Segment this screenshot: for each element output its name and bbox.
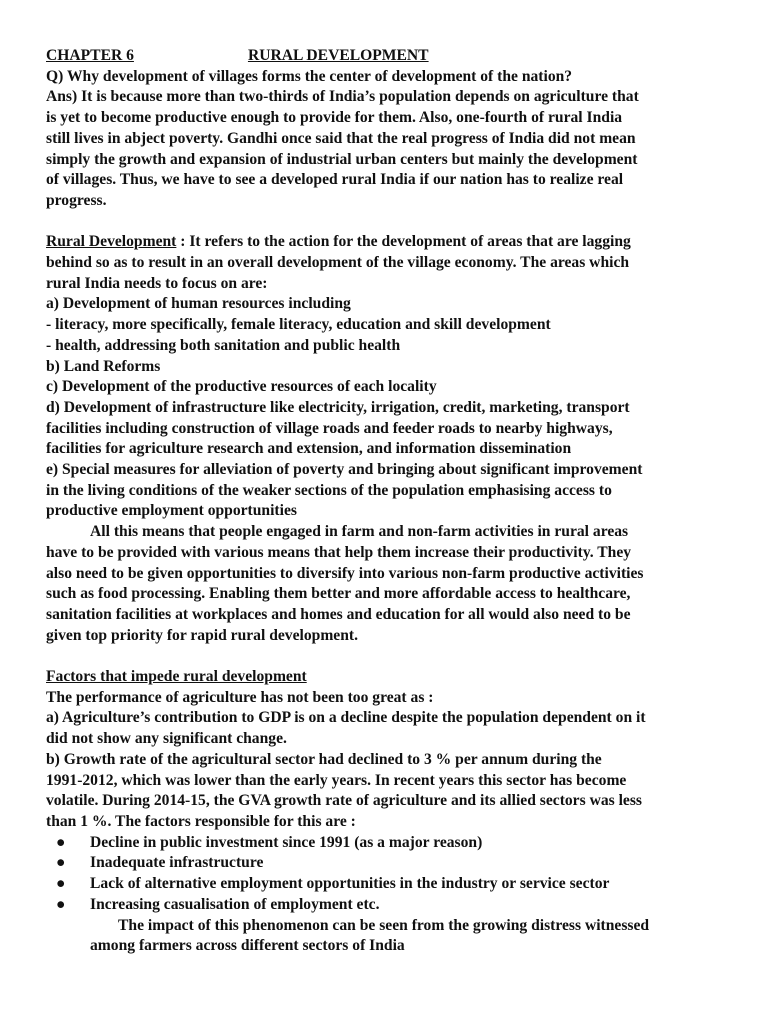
- rural-development-definition: [46, 232, 736, 253]
- bullet-dot-icon: ●: [56, 833, 66, 851]
- paragraph-line: sanitation facilities at workplaces and homes and education for all would also need to be: [46, 605, 631, 623]
- paragraph-line: also need to be given opportunities to diversify into various non-farm productive activities: [46, 564, 644, 582]
- answer-line: is yet to become productive enough to provide for them. Also, one-fourth of rural India: [46, 109, 623, 127]
- factors-line: The performance of agriculture has not been too great as :: [46, 688, 434, 706]
- bullet-text: Inadequate infrastructure: [90, 854, 264, 872]
- bullet-item: [46, 853, 736, 874]
- factors-line: b) Growth rate of the agricultural sector had declined to 3 % per annum during the: [46, 750, 602, 768]
- bullet-text: Lack of alternative employment opportunities in the industry or service sector: [90, 875, 610, 893]
- bullet-dot-icon: ●: [56, 895, 66, 913]
- body-line: behind so as to result in an overall development of the village economy. The areas which: [46, 254, 630, 272]
- bullet-item: [46, 833, 736, 854]
- answer-line: still lives in abject poverty. Gandhi once said that the real progress of India did not mean: [46, 129, 636, 147]
- list-item-a: a) Development of human resources including: [46, 295, 351, 313]
- body-line: facilities for agriculture research and extension, and information dissemination: [46, 440, 572, 458]
- bullet-dot-icon: ●: [56, 875, 66, 893]
- list-item-c: c) Development of the productive resources of each locality: [46, 378, 437, 396]
- answer-line: simply the growth and expansion of industrial urban centers but mainly the development: [46, 150, 638, 168]
- document-page: [46, 46, 736, 957]
- chapter-number: CHAPTER 6: [46, 47, 134, 64]
- paragraph-line: have to be provided with various means that help them increase their productivity. They: [46, 543, 632, 561]
- bullet-text: Decline in public investment since 1991 (as a major reason): [90, 833, 483, 851]
- impact-line-continued: among farmers across different sectors of India: [90, 937, 405, 955]
- sub-item-health: - health, addressing both sanitation and public health: [46, 336, 401, 354]
- bullet-text: Increasing casualisation of employment etc.: [90, 895, 380, 913]
- answer-line: Ans) It is because more than two-thirds of India’s population depends on agriculture that: [46, 88, 639, 106]
- factors-line: 1991-2012, which was lower than the early years. In recent years this sector has become: [46, 771, 627, 789]
- chapter-title: RURAL DEVELOPMENT: [247, 47, 429, 64]
- body-line: productive employment opportunities: [46, 502, 297, 520]
- factors-heading: Factors that impede rural development: [46, 668, 307, 686]
- paragraph-line: such as food processing. Enabling them better and more affordable access to healthcare,: [46, 585, 631, 603]
- body-line: in the living conditions of the weaker sections of the population emphasising access to: [46, 481, 612, 499]
- list-item-d: d) Development of infrastructure like electricity, irrigation, credit, marketing, transport: [46, 398, 630, 416]
- rural-development-heading: Rural Development: [46, 233, 177, 251]
- answer-line: of villages. Thus, we have to see a developed rural India if our nation has to realize real: [46, 171, 624, 189]
- paragraph-first-line: All this means that people engaged in farm and non-farm activities in rural areas: [90, 523, 629, 541]
- factors-line: a) Agriculture’s contribution to GDP is on a decline despite the population dependent on it: [46, 709, 646, 727]
- factors-line: volatile. During 2014-15, the GVA growth rate of agriculture and its allied sectors was less: [46, 792, 642, 810]
- bullet-item: [46, 895, 736, 916]
- definition-text: : It refers to the action for the development of areas that are lagging: [176, 233, 631, 251]
- factors-line: did not show any significant change.: [46, 730, 287, 748]
- list-item-b: b) Land Reforms: [46, 357, 161, 375]
- chapter-heading: [46, 46, 736, 67]
- sub-item-literacy: - literacy, more specifically, female literacy, education and skill development: [46, 316, 551, 334]
- body-line: rural India needs to focus on are:: [46, 274, 268, 292]
- paragraph-line: given top priority for rapid rural development.: [46, 626, 358, 644]
- factors-line: than 1 %. The factors responsible for this are :: [46, 812, 356, 830]
- body-line: facilities including construction of village roads and feeder roads to nearby highways,: [46, 419, 613, 437]
- list-item-e: e) Special measures for alleviation of poverty and bringing about significant improvement: [46, 461, 643, 479]
- question-line: Q) Why development of villages forms the center of development of the nation?: [46, 67, 573, 85]
- bullet-dot-icon: ●: [56, 854, 66, 872]
- answer-line: progress.: [46, 191, 107, 209]
- bullet-item: [46, 874, 736, 895]
- impact-line: The impact of this phenomenon can be seen from the growing distress witnessed: [118, 916, 650, 934]
